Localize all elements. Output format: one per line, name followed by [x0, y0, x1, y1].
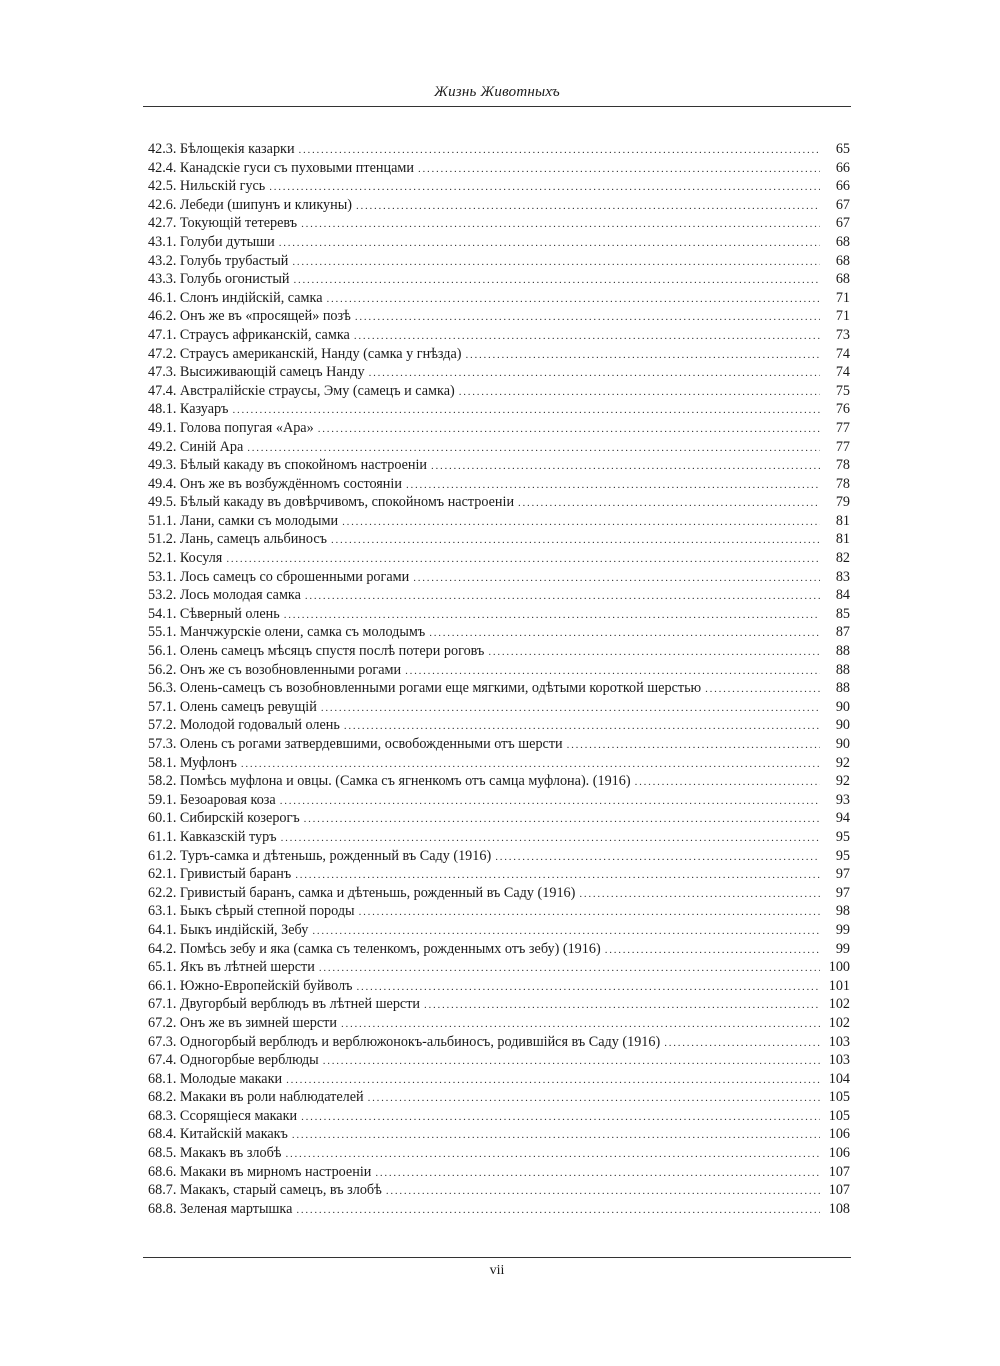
toc-entry-page: 97 — [835, 866, 850, 883]
toc-entry-label: 64.2. Помѣсь зебу и яка (самка съ теленкомъ, рожденнымх отъ зебу) (1916) — [148, 940, 601, 957]
toc-entry — [148, 1088, 850, 1107]
dot-leader — [295, 866, 820, 884]
dot-leader — [375, 1164, 820, 1182]
dot-leader — [286, 1145, 820, 1163]
toc-entry-page: 106 — [828, 1145, 850, 1162]
toc-entry — [148, 623, 850, 642]
toc-entry-label: 61.1. Кавказскій туръ — [148, 828, 277, 845]
toc-entry-label: 67.2. Онъ же въ зимней шерсти — [148, 1014, 337, 1031]
toc-entry — [148, 177, 850, 196]
toc-entry-label: 57.1. Олень самецъ ревущій — [148, 698, 317, 715]
toc-entry — [148, 400, 850, 419]
running-header: Жизнь Животныхъ — [434, 84, 560, 100]
toc-entry-page: 83 — [835, 568, 850, 585]
dot-leader — [518, 494, 820, 512]
dot-leader — [292, 253, 820, 271]
toc-entry-label: 49.4. Онъ же въ возбуждённомъ состояніи — [148, 475, 402, 492]
toc-entry-page: 85 — [835, 605, 850, 622]
toc-entry — [148, 475, 850, 494]
toc-entry — [148, 530, 850, 549]
page-number: vii — [489, 1263, 505, 1278]
dot-leader — [369, 364, 820, 382]
toc-entry-page: 107 — [828, 1182, 850, 1199]
toc-entry — [148, 921, 850, 940]
toc-entry-page: 90 — [835, 736, 850, 752]
dot-leader — [359, 903, 820, 921]
dot-leader — [357, 978, 821, 996]
toc-entry-page: 79 — [835, 494, 850, 511]
toc-entry-label: 53.2. Лось молодая самка — [148, 587, 301, 604]
toc-entry — [148, 865, 850, 884]
toc-entry-page: 105 — [828, 1107, 850, 1124]
toc-entry-page: 68 — [835, 252, 850, 269]
footer-rule — [143, 1257, 851, 1258]
dot-leader — [368, 1089, 820, 1107]
toc-entry-page: 90 — [835, 698, 850, 715]
dot-leader — [424, 996, 820, 1014]
dot-leader — [284, 606, 820, 624]
toc-entry — [148, 772, 850, 791]
dot-leader — [301, 215, 820, 233]
toc-entry — [148, 809, 850, 828]
toc-entry-page: 100 — [828, 959, 850, 976]
toc-entry — [148, 289, 850, 308]
toc-entry-page: 76 — [835, 401, 850, 418]
toc-entry-label: 68.1. Молодые макаки — [148, 1070, 283, 1087]
toc-entry-label: 61.2. Туръ-самка и дѣтеньшь, рожденный въ Саду (1916) — [148, 847, 492, 864]
toc-entry — [148, 1144, 850, 1163]
toc-entry — [148, 902, 850, 921]
dot-leader — [327, 290, 820, 308]
toc-entry-page: 104 — [828, 1070, 850, 1087]
toc-entry — [148, 1181, 850, 1200]
toc-entry-page: 103 — [828, 1052, 850, 1069]
toc-entry — [148, 159, 850, 178]
toc-entry-label: 42.6. Лебеди (шипунъ и кликуны) — [148, 196, 352, 213]
dot-leader — [431, 457, 820, 475]
toc-entry — [148, 716, 850, 735]
dot-leader — [269, 178, 820, 196]
toc-entry-page: 92 — [835, 754, 850, 771]
toc-entry-page: 103 — [828, 1033, 850, 1050]
dot-leader — [418, 160, 820, 178]
dot-leader — [301, 1108, 820, 1126]
toc-entry — [148, 1051, 850, 1070]
toc-entry-page: 74 — [835, 345, 850, 362]
toc-entry — [148, 363, 850, 382]
toc-entry-page: 88 — [835, 680, 850, 697]
toc-entry-label: 43.1. Голуби дутыши — [148, 233, 275, 250]
toc-entry-page: 67 — [835, 196, 850, 213]
dot-leader — [488, 643, 820, 661]
toc-entry — [148, 586, 850, 605]
toc-entry-page: 65 — [835, 141, 850, 157]
toc-entry — [148, 1163, 850, 1182]
toc-entry-page: 71 — [835, 308, 850, 325]
toc-entry-label: 43.2. Голубь трубастый — [148, 252, 289, 269]
dot-leader — [323, 1052, 820, 1070]
toc-entry — [148, 568, 850, 587]
dot-leader — [321, 699, 820, 717]
dot-leader — [312, 922, 820, 940]
toc-entry-page: 99 — [835, 940, 850, 957]
toc-entry — [148, 493, 850, 512]
dot-leader — [296, 1201, 820, 1219]
dot-leader — [232, 401, 820, 419]
toc-entry-label: 54.1. Сѣверный олень — [148, 605, 280, 622]
toc-entry-label: 62.2. Гривистый баранъ, самка и дѣтеньшь, рожденный въ Саду (1916) — [148, 884, 576, 901]
toc-entry-label: 63.1. Быкъ сѣрый степной породы — [148, 903, 355, 920]
toc-entry-page: 102 — [828, 996, 850, 1013]
dot-leader — [579, 885, 820, 903]
toc-entry-label: 68.7. Макакъ, старый самецъ, въ злобѣ — [148, 1182, 382, 1199]
toc-entry-label: 59.1. Безоаровая коза — [148, 791, 276, 808]
toc-entry-page: 78 — [835, 457, 850, 474]
toc-entry-page: 95 — [835, 847, 850, 864]
toc-entry-page: 98 — [835, 903, 850, 920]
dot-leader — [318, 420, 820, 438]
toc-entry — [148, 661, 850, 680]
toc-entry-page: 88 — [835, 661, 850, 678]
dot-leader — [635, 773, 820, 791]
toc-entry-label: 43.3. Голубь огонистый — [148, 271, 290, 288]
toc-entry — [148, 698, 850, 717]
toc-entry — [148, 1033, 850, 1052]
toc-entry-label: 55.1. Манчжурскіе олени, самка съ молодымъ — [148, 624, 426, 641]
dot-leader — [305, 587, 820, 605]
toc-entry-page: 68 — [835, 233, 850, 250]
toc-entry-page: 108 — [828, 1200, 850, 1217]
toc-entry-page: 99 — [835, 921, 850, 938]
toc-entry-label: 56.3. Олень-самецъ съ возобновленными рогами еще мягкими, одѣтыми короткой шерстью — [148, 680, 702, 697]
toc-entry — [148, 754, 850, 773]
toc-entry-page: 77 — [835, 438, 850, 455]
toc-entry-page: 81 — [835, 512, 850, 529]
toc-entry-label: 53.1. Лось самецъ со сброшенными рогами — [148, 568, 410, 585]
toc-entry — [148, 214, 850, 233]
toc-entry — [148, 791, 850, 810]
toc-entry — [148, 828, 850, 847]
toc-entry — [148, 995, 850, 1014]
toc-entry-label: 67.1. Двугорбый верблюдъ въ лѣтней шерсти — [148, 996, 421, 1013]
toc-entry — [148, 1070, 850, 1089]
toc-entry-page: 84 — [835, 587, 850, 604]
dot-leader — [304, 810, 820, 828]
dot-leader — [331, 531, 820, 549]
toc-entry-page: 68 — [835, 271, 850, 288]
toc-entry-page: 74 — [835, 364, 850, 381]
toc-entry-label: 68.8. Зеленая мартышка — [148, 1200, 293, 1217]
dot-leader — [281, 829, 820, 847]
toc-entry — [148, 884, 850, 903]
toc-entry-label: 47.1. Страусъ африканскій, самка — [148, 326, 350, 343]
dot-leader — [247, 439, 820, 457]
toc-entry-label: 67.4. Одногорбые верблюды — [148, 1052, 319, 1069]
toc-entry — [148, 140, 850, 159]
dot-leader — [413, 569, 820, 587]
toc-entry-label: 47.4. Австралійскіе страусы, Эму (самецъ и самка) — [148, 382, 455, 399]
toc-entry — [148, 605, 850, 624]
toc-entry-page: 94 — [835, 810, 850, 827]
toc-entry — [148, 456, 850, 475]
dot-leader — [241, 755, 820, 773]
toc-entry-page: 81 — [835, 531, 850, 548]
dot-leader — [605, 941, 820, 959]
dot-leader — [466, 346, 821, 364]
toc-entry-label: 56.1. Олень самецъ мѣсяцъ спустя послѣ потери роговъ — [148, 643, 485, 660]
toc-entry-page: 67 — [835, 215, 850, 232]
toc-entry-label: 42.5. Нильскій гусь — [148, 178, 266, 195]
dot-leader — [495, 848, 820, 866]
toc-entry-label: 49.1. Голова попугая «Ара» — [148, 419, 314, 436]
toc-entry — [148, 679, 850, 698]
toc-entry — [148, 940, 850, 959]
toc-entry-label: 68.2. Макаки въ роли наблюдателей — [148, 1089, 364, 1106]
toc-entry-label: 51.2. Лань, самецъ альбиносъ — [148, 531, 327, 548]
dot-leader — [705, 680, 820, 698]
toc-entry-label: 48.1. Казуаръ — [148, 401, 229, 418]
toc-entry-page: 106 — [828, 1126, 850, 1143]
dot-leader — [319, 959, 820, 977]
dot-leader — [280, 792, 820, 810]
dot-leader — [354, 327, 820, 345]
toc-entry — [148, 642, 850, 661]
dot-leader — [405, 662, 820, 680]
toc-entry-page: 78 — [835, 475, 850, 492]
toc-entry-label: 65.1. Якъ въ лѣтней шерсти — [148, 959, 315, 976]
toc-entry-page: 97 — [835, 884, 850, 901]
dot-leader — [386, 1182, 820, 1200]
dot-leader — [292, 1126, 820, 1144]
toc-entry-page: 102 — [828, 1014, 850, 1031]
toc-entry-label: 49.5. Бѣлый какаду въ довѣрчивомъ, спокойномъ настроеніи — [148, 494, 515, 511]
toc-entry-label: 47.2. Страусъ американскій, Нанду (самка у гнѣзда) — [148, 345, 462, 362]
toc-entry-label: 68.5. Макакъ въ злобѣ — [148, 1145, 282, 1162]
toc-entry-page: 66 — [835, 178, 850, 195]
toc-entry — [148, 549, 850, 568]
toc-entry — [148, 1200, 850, 1219]
toc-entry-label: 68.3. Ссорящіеся макаки — [148, 1107, 298, 1124]
toc-entry-label: 42.4. Канадскіе гуси съ пуховыми птенцами — [148, 159, 414, 176]
toc-entry-page: 87 — [835, 624, 850, 641]
toc-entry-label: 46.1. Слонъ индійскій, самка — [148, 289, 323, 306]
toc-entry — [148, 958, 850, 977]
toc-entry-label: 51.1. Лани, самки съ молодыми — [148, 512, 339, 529]
dot-leader — [299, 141, 820, 159]
toc-entry — [148, 419, 850, 438]
toc-entry-label: 66.1. Южно-Европейскій буйволъ — [148, 977, 353, 994]
toc-entry — [148, 1107, 850, 1126]
dot-leader — [286, 1071, 820, 1089]
dot-leader — [342, 513, 820, 531]
toc-entry-page: 105 — [828, 1089, 850, 1106]
dot-leader — [429, 624, 820, 642]
toc-entry-page: 93 — [835, 791, 850, 808]
toc-entry — [148, 512, 850, 531]
toc-entry-label: 57.3. Олень съ рогами затвердевшими, освобожденными отъ шерсти — [148, 736, 563, 752]
toc-entry — [148, 270, 850, 289]
toc-entry — [148, 735, 850, 754]
toc-entry — [148, 252, 850, 271]
dot-leader — [567, 736, 820, 754]
toc-entry-label: 42.7. Токующій тетеревъ — [148, 215, 298, 232]
dot-leader — [664, 1034, 820, 1052]
toc-entry — [148, 1014, 850, 1033]
toc-entry-label: 49.2. Синій Ара — [148, 438, 244, 455]
toc-entry — [148, 196, 850, 215]
toc-entry — [148, 307, 850, 326]
toc-entry — [148, 326, 850, 345]
dot-leader — [344, 717, 820, 735]
toc-entry-page: 66 — [835, 159, 850, 176]
dot-leader — [279, 234, 820, 252]
dot-leader — [226, 550, 820, 568]
toc-entry-label: 68.4. Китайскій макакъ — [148, 1126, 288, 1143]
toc-entry-label: 56.2. Онъ же съ возобновленными рогами — [148, 661, 402, 678]
toc-entry-page: 88 — [835, 643, 850, 660]
toc-entry — [148, 382, 850, 401]
toc-entry-page: 95 — [835, 828, 850, 845]
toc-entry-page: 73 — [835, 326, 850, 343]
dot-leader — [406, 476, 820, 494]
toc-entry-page: 71 — [835, 289, 850, 306]
toc-entry — [148, 847, 850, 866]
toc-entry-label: 49.3. Бѣлый какаду въ спокойномъ настроеніи — [148, 457, 428, 474]
toc-entry-label: 57.2. Молодой годовалый олень — [148, 717, 340, 734]
toc-entry-page: 92 — [835, 773, 850, 790]
toc-entry-page: 107 — [828, 1163, 850, 1180]
dot-leader — [459, 383, 820, 401]
toc-entry-page: 101 — [828, 977, 850, 994]
toc-entry-label: 60.1. Сибирскій козерогъ — [148, 810, 300, 827]
toc-entry-label: 42.3. Бѣлощекія казарки — [148, 141, 295, 157]
toc-entry — [148, 1125, 850, 1144]
toc-entry-label: 47.3. Высиживающій самецъ Нанду — [148, 364, 365, 381]
dot-leader — [341, 1015, 820, 1033]
toc-entry-label: 62.1. Гривистый баранъ — [148, 866, 292, 883]
dot-leader — [356, 197, 820, 215]
toc-entry-page: 90 — [835, 717, 850, 734]
toc-entry — [148, 977, 850, 996]
toc-entry-label: 58.1. Муфлонъ — [148, 754, 237, 771]
toc-entry-label: 52.1. Косуля — [148, 550, 223, 567]
toc-entry-page: 75 — [835, 382, 850, 399]
header-rule — [143, 106, 851, 107]
toc-entry-label: 46.2. Онъ же въ «просящей» позѣ — [148, 308, 351, 325]
table-of-contents — [148, 140, 850, 1218]
toc-entry — [148, 345, 850, 364]
toc-entry-page: 82 — [835, 550, 850, 567]
dot-leader — [355, 308, 820, 326]
toc-entry-page: 77 — [835, 419, 850, 436]
toc-entry-label: 64.1. Быкъ индійскій, Зебу — [148, 921, 309, 938]
dot-leader — [293, 271, 820, 289]
toc-entry-label: 58.2. Помѣсь муфлона и овцы. (Самка съ ягненкомъ отъ самца муфлона). (1916) — [148, 773, 631, 790]
toc-entry-label: 67.3. Одногорбый верблюдъ и верблюжонокъ-альбиносъ, родившійся въ Саду (1916) — [148, 1033, 661, 1050]
toc-entry — [148, 438, 850, 457]
toc-entry-label: 68.6. Макаки въ мирномъ настроеніи — [148, 1163, 372, 1180]
toc-entry — [148, 233, 850, 252]
